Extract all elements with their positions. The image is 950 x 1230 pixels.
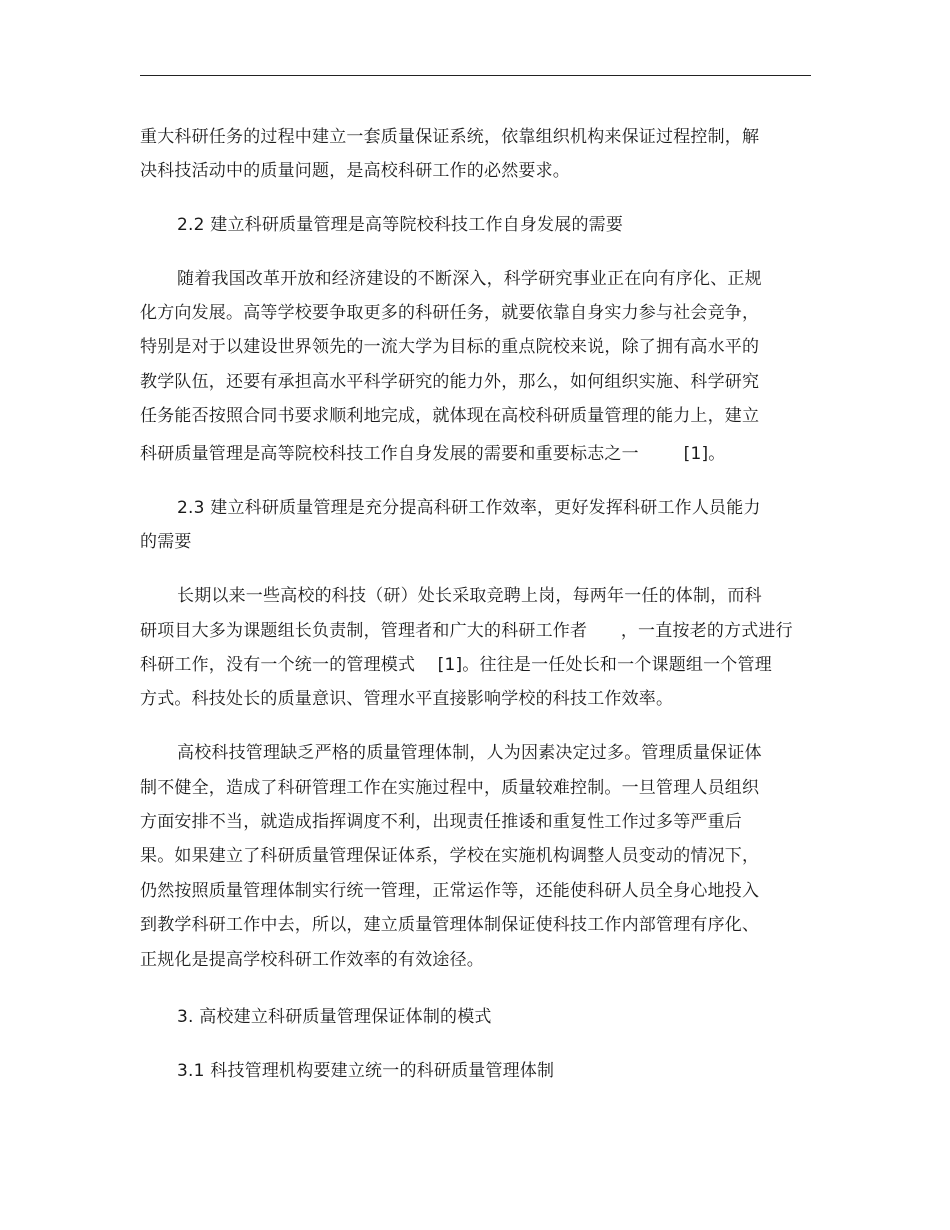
body-line: 化方向发展。高等学校要争取更多的科研任务，就要依靠自身实力参与社会竞争， xyxy=(140,303,760,323)
body-line: 科研工作，没有一个统一的管理模式 [1]。往往是一任处长和一个课题组一个管理 xyxy=(140,655,772,675)
body-line: 方面安排不当，就造成指挥调度不利，出现责任推诿和重复性工作过多等严重后 xyxy=(140,812,742,832)
section-heading-3: 3. 高校建立科研质量管理保证体制的模式 xyxy=(177,1007,492,1027)
body-line: 仍然按照质量管理体制实行统一管理，正常运作等，还能使科研人员全身心地投入 xyxy=(140,881,760,901)
body-line: 教学队伍，还要有承担高水平科学研究的能力外，那么，如何组织实施、科学研究 xyxy=(140,372,760,392)
body-line: 高校科技管理缺乏严格的质量管理体制，人为因素决定过多。管理质量保证体 xyxy=(177,743,762,763)
section-heading-2-2: 2.2 建立科研质量管理是高等院校科技工作自身发展的需要 xyxy=(177,215,624,235)
body-line: 正规化是提高学校科研工作效率的有效途径。 xyxy=(140,950,484,970)
body-line: 到教学科研工作中去，所以，建立质量管理体制保证使科技工作内部管理有序化、 xyxy=(140,915,760,935)
body-line: 科研质量管理是高等院校科技工作自身发展的需要和重要标志之一 [1]。 xyxy=(140,444,726,464)
body-line: 随着我国改革开放和经济建设的不断深入，科学研究事业正在向有序化、正规 xyxy=(177,269,762,289)
body-line: 任务能否按照合同书要求顺利地完成，就体现在高校科研质量管理的能力上，建立 xyxy=(140,406,760,426)
section-heading-2-3-cont: 的需要 xyxy=(140,532,192,552)
body-line: 方式。科技处长的质量意识、管理水平直接影响学校的科技工作效率。 xyxy=(140,689,674,709)
body-line: 决科技活动中的质量问题，是高校科研工作的必然要求。 xyxy=(140,161,570,181)
body-line: 重大科研任务的过程中建立一套质量保证系统，依靠组织机构来保证过程控制，解 xyxy=(140,127,760,147)
body-line: 长期以来一些高校的科技（研）处长采取竞聘上岗，每两年一任的体制，而科 xyxy=(177,586,762,606)
body-line: 特别是对于以建设世界领先的一流大学为目标的重点院校来说，除了拥有高水平的 xyxy=(140,337,760,357)
body-line: 研项目大多为课题组长负责制，管理者和广大的科研工作者 ，一直按老的方式进行 xyxy=(140,621,793,641)
section-heading-3-1: 3.1 科技管理机构要建立统一的科研质量管理体制 xyxy=(177,1061,555,1081)
section-heading-2-3: 2.3 建立科研质量管理是充分提高科研工作效率，更好发挥科研工作人员能力 xyxy=(177,498,761,518)
header-rule xyxy=(140,75,811,76)
body-line: 果。如果建立了科研质量管理保证体系，学校在实施机构调整人员变动的情况下， xyxy=(140,846,760,866)
body-line: 制不健全，造成了科研管理工作在实施过程中，质量较难控制。一旦管理人员组织 xyxy=(140,778,760,798)
